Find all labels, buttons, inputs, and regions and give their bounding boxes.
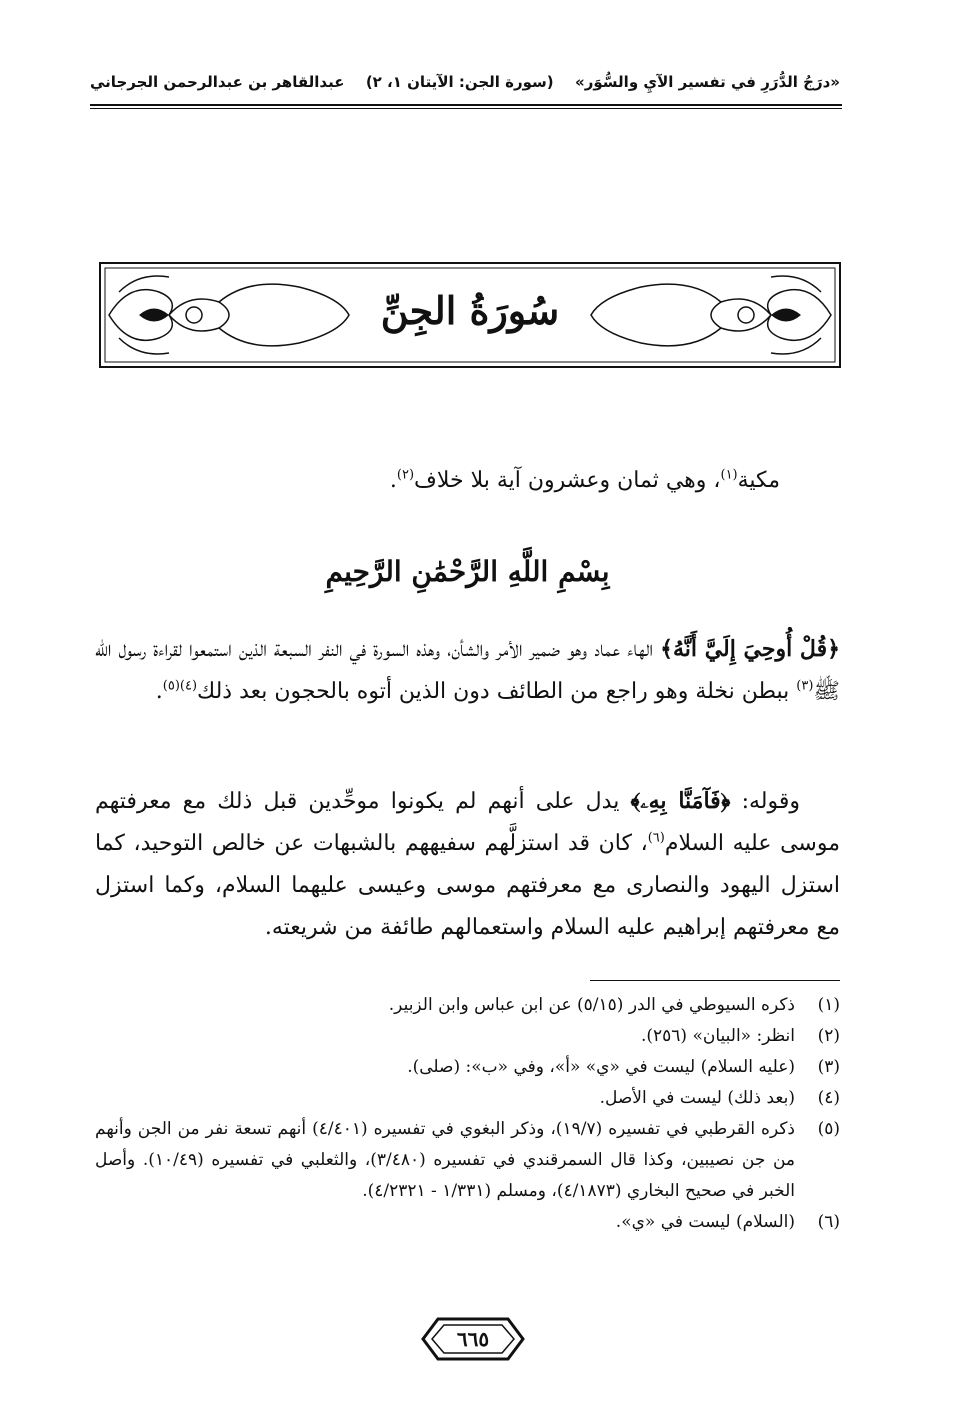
footnote — [95, 1021, 840, 1052]
footnote-number: (٣) — [817, 1057, 840, 1077]
footnote — [95, 1052, 840, 1083]
paragraph-text: ، كان قد استزلَّهم سفيههم بالشبهات عن خالص التوحيد، كما استزل اليهود والنصارى مع معرفتهم موسى وعيسى عليهما السلام، وكما استزل مع معرفتهم إبراهيم عليه السلام واستعمالهم طائفة من شريعته. — [95, 831, 840, 940]
footnote-separator — [590, 980, 840, 981]
footnote-number: (١) — [817, 995, 840, 1015]
surah-title: سُورَةُ الجِنِّ — [380, 288, 560, 333]
section-reference: (سورة الجن: الآيتان ١، ٢) — [365, 73, 554, 91]
footnote-text: (بعد ذلك) ليست في الأصل. — [599, 1088, 795, 1108]
footnote — [95, 1114, 840, 1207]
page-number-ornament — [418, 1314, 528, 1364]
footnote-ref: (٢) — [396, 467, 415, 483]
footnote-text: (عليه السلام) ليست في «ي» «أ»، وفي «ب»: (صلى). — [407, 1057, 795, 1077]
commentary-paragraph — [95, 780, 840, 949]
footnote-text: انظر: «البيان» (٢٥٦). — [640, 1026, 795, 1046]
quran-quote: ﴿قُلْ أُوحِيَ إِلَيَّ أَنَّهُ﴾ — [660, 636, 840, 662]
footnote-text: ذكره السيوطي في الدر (٥/١٥) عن ابن عباس وابن الزبير. — [388, 995, 795, 1015]
footnote-text: ذكره القرطبي في تفسيره (١٩/٧)، وذكر البغوي في تفسيره (٤/٤٠١) أنهم تسعة نفر من الجن وأنهم من جن نصيبين، وكذا قال السمرقندي في تفسيره (٣/٤٨٠)، والثعلبي في تفسيره (١٠/٤٩). وأصل الخبر في صحيح البخاري (٤/١٨٧٣)، ومسلم (١/٣٣١ - ٤/٢٣٢١). — [95, 1119, 796, 1201]
commentary-paragraph — [95, 628, 840, 713]
footnote-ref: (٦) — [647, 830, 665, 846]
paragraph-text: يدل على أنهم لم يكونوا موحِّدين قبل ذلك مع معرفتهم موسى عليه السلام — [95, 789, 840, 856]
footnote-number: (٥) — [817, 1119, 840, 1139]
header-rule — [90, 104, 842, 106]
footnote — [95, 1083, 840, 1114]
footnote-number: (٦) — [817, 1212, 840, 1232]
quran-quote: ﴿فَآمَنَّا بِهِۦ﴾ — [630, 788, 731, 814]
running-header — [90, 62, 840, 102]
footnote-ref: (٤)(٥) — [162, 678, 198, 694]
footnote-ref: (٣) — [796, 678, 814, 694]
paragraph-text: . — [155, 679, 163, 704]
footnote — [95, 990, 840, 1021]
basmala: بِسْمِ اللَّهِ الرَّحْمَٰنِ الرَّحِيمِ — [325, 555, 610, 588]
footnote-text: (السلام) ليست في «ي». — [615, 1212, 795, 1232]
footnote — [95, 1207, 840, 1238]
intro-text: ، وهي ثمان وعشرون آية بلا خلاف — [414, 468, 721, 493]
intro-text: . — [389, 468, 397, 493]
intro-text: مكية — [737, 468, 780, 493]
paragraph-text: الهاء عماد وهو ضمير الأمر والشأن، وهذه السورة في النفر السبعة الذين استمعوا لقراءة رسول الله ﷺ — [95, 637, 840, 704]
paragraph-text: ببطن نخلة وهو راجع من الطائف دون الذين أتوه بالحجون بعد ذلك — [197, 679, 797, 704]
header-rule-thin — [90, 108, 842, 109]
author-name: عبدالقاهر بن عبدالرحمن الجرجاني — [90, 73, 345, 91]
book-title: «درَجُ الدُّرَرِ في تفسير الآيِ والسُّوَر» — [575, 73, 840, 91]
footnote-ref: (١) — [720, 467, 738, 483]
page-number: ٦٦٥ — [456, 1327, 490, 1351]
footnote-number: (٢) — [817, 1026, 840, 1046]
surah-intro — [95, 460, 840, 502]
footnote-number: (٤) — [817, 1088, 840, 1108]
footnotes — [95, 990, 840, 1238]
paragraph-text: وقوله: — [730, 789, 800, 814]
